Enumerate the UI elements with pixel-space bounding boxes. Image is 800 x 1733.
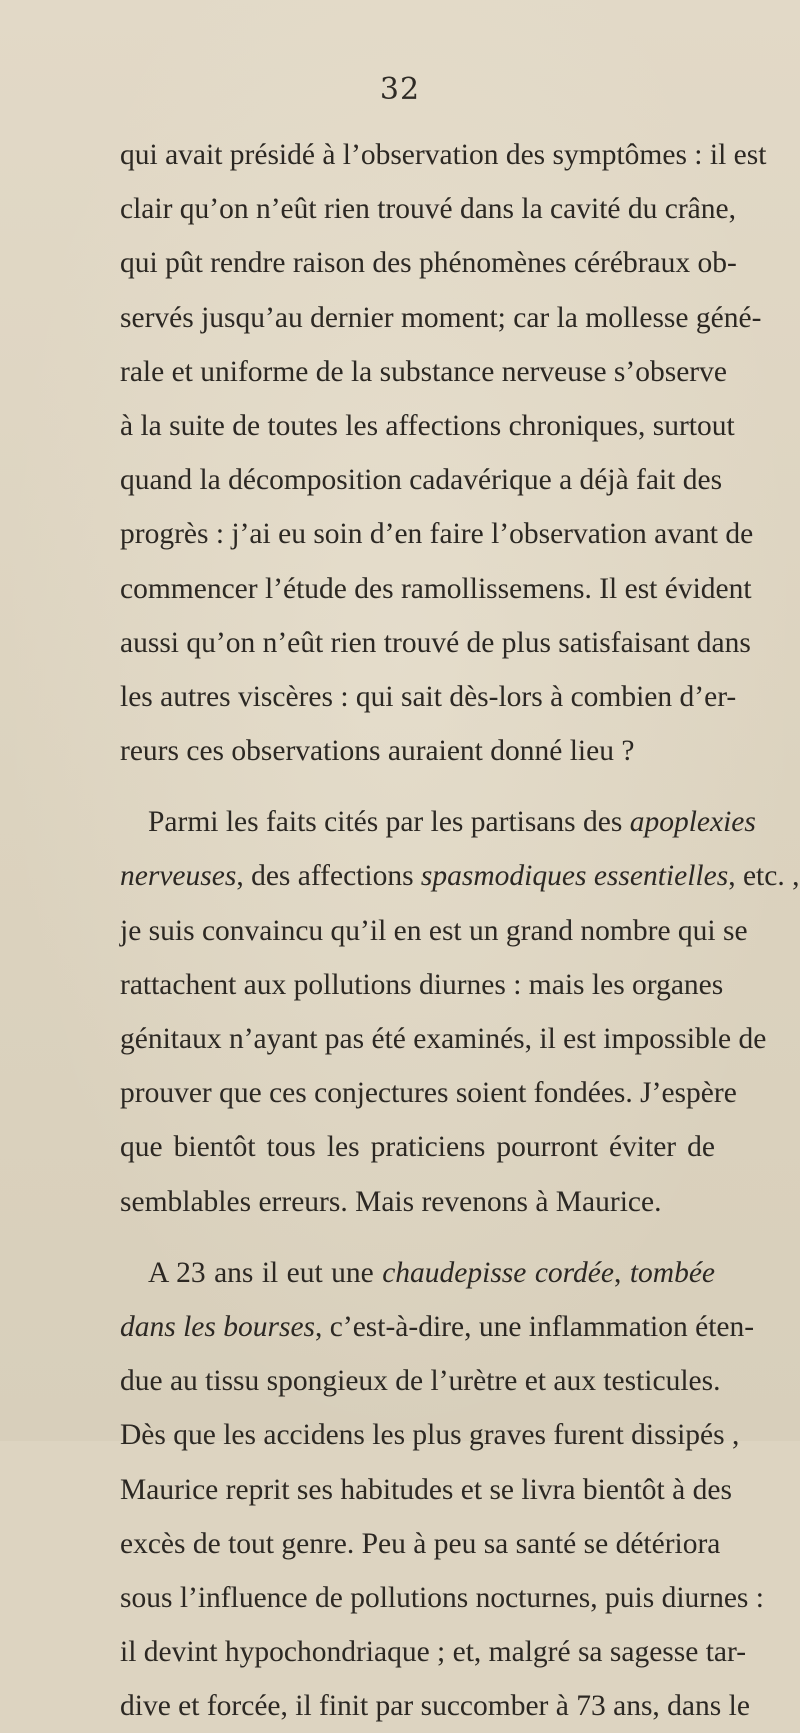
body-text	[120, 128, 800, 1733]
italic-text: apoplexies	[629, 806, 756, 839]
text-line	[120, 128, 767, 182]
text-line	[120, 1571, 764, 1625]
line-text: commencer l’étude des ramollissemens. Il est évident	[120, 572, 752, 605]
line-text: que bientôt tous les praticiens pourront éviter de	[120, 1131, 715, 1164]
text-line	[120, 345, 727, 399]
line-text: qui avait présidé à l’observation des symptômes : il est	[120, 139, 767, 171]
text-line	[120, 1120, 715, 1174]
text-line	[120, 904, 748, 958]
line-text: rattachent aux pollutions diurnes : mais les organes	[120, 968, 724, 1001]
line-text: progrès : j’ai eu soin d’en faire l’observation avant de	[120, 518, 754, 551]
paragraph	[120, 1246, 764, 1733]
line-text: A 23 ans il eut une	[148, 1256, 383, 1289]
line-text: due au tissu spongieux de l’urètre et aux testicules.	[120, 1365, 721, 1398]
text-line	[120, 1012, 767, 1066]
text-line	[120, 849, 800, 903]
line-text: , c’est-à-dire, une inflammation éten-	[315, 1310, 755, 1343]
line-text: quand la décomposition cadavérique a déjà fait des	[120, 464, 723, 497]
line-text: ,	[613, 1256, 630, 1289]
paragraph-gap	[120, 1229, 715, 1246]
line-text: clair qu’on n’eût rien trouvé dans la cavité du crâne,	[120, 193, 736, 226]
text-line	[120, 616, 751, 670]
line-text: qui pût rendre raison des phénomènes cérébraux ob-	[120, 247, 737, 280]
paragraph-gap	[120, 778, 715, 795]
text-line	[120, 724, 715, 778]
line-text: semblables erreurs. Mais revenons à Maurice.	[120, 1185, 662, 1218]
text-line	[120, 1246, 715, 1300]
line-text: il devint hypochondriaque ; et, malgré sa sagesse tar-	[120, 1636, 747, 1669]
line-text: servés jusqu’au dernier moment; car la mollesse géné-	[120, 301, 762, 334]
text-line	[120, 1625, 747, 1679]
text-line	[120, 1463, 732, 1517]
page-number: 32	[379, 72, 421, 107]
text-line	[120, 182, 736, 236]
line-text: les autres viscères : qui sait dès-lors à combien d’er-	[120, 680, 737, 713]
text-line	[120, 236, 737, 290]
text-line	[120, 1679, 750, 1733]
text-line	[120, 1408, 740, 1462]
line-text: rale et uniforme de la substance nerveuse s’observe	[120, 355, 727, 388]
line-text: , des affections	[236, 860, 421, 893]
text-line	[120, 1175, 715, 1229]
italic-text: dans les bourses	[120, 1310, 316, 1343]
paragraph	[120, 128, 767, 778]
text-line	[120, 1066, 737, 1120]
text-line	[120, 291, 762, 345]
italic-text: chaudepisse cordée	[382, 1256, 614, 1289]
italic-text: nerveuses	[120, 860, 237, 893]
text-line	[120, 507, 754, 561]
text-line	[120, 670, 737, 724]
line-text: génitaux n’ayant pas été examinés, il est impossible de	[120, 1023, 767, 1055]
italic-text: spasmodiques essentielles	[420, 860, 729, 893]
text-line	[120, 562, 752, 616]
text-line	[120, 795, 756, 849]
line-text: Maurice reprit ses habitudes et se livra bientôt à des	[120, 1473, 732, 1506]
line-text: dive et forcée, il finit par succomber à 73 ans, dans le	[120, 1690, 750, 1723]
paragraph	[120, 795, 800, 1229]
line-text: Dès que les accidens les plus graves furent dissipés ,	[120, 1419, 740, 1452]
line-text: excès de tout genre. Peu à peu sa santé se détériora	[120, 1527, 721, 1560]
line-text: , etc. ,	[728, 860, 800, 893]
line-text: aussi qu’on n’eût rien trouvé de plus satisfaisant dans	[120, 626, 751, 659]
text-line	[120, 453, 723, 507]
text-line	[120, 399, 735, 453]
line-text: reurs ces observations auraient donné lieu ?	[120, 735, 635, 768]
line-text: sous l’influence de pollutions nocturnes, puis diurnes :	[120, 1581, 764, 1614]
text-line	[120, 1354, 721, 1408]
line-text: Parmi les faits cités par les partisans des	[148, 806, 630, 839]
line-text: prouver que ces conjectures soient fondées. J’espère	[120, 1077, 737, 1110]
italic-text: tombée	[629, 1256, 715, 1289]
text-line	[120, 958, 724, 1012]
text-line	[120, 1300, 755, 1354]
line-text: à la suite de toutes les affections chroniques, surtout	[120, 409, 735, 442]
text-line	[120, 1517, 721, 1571]
line-text: je suis convaincu qu’il en est un grand nombre qui se	[120, 914, 748, 947]
